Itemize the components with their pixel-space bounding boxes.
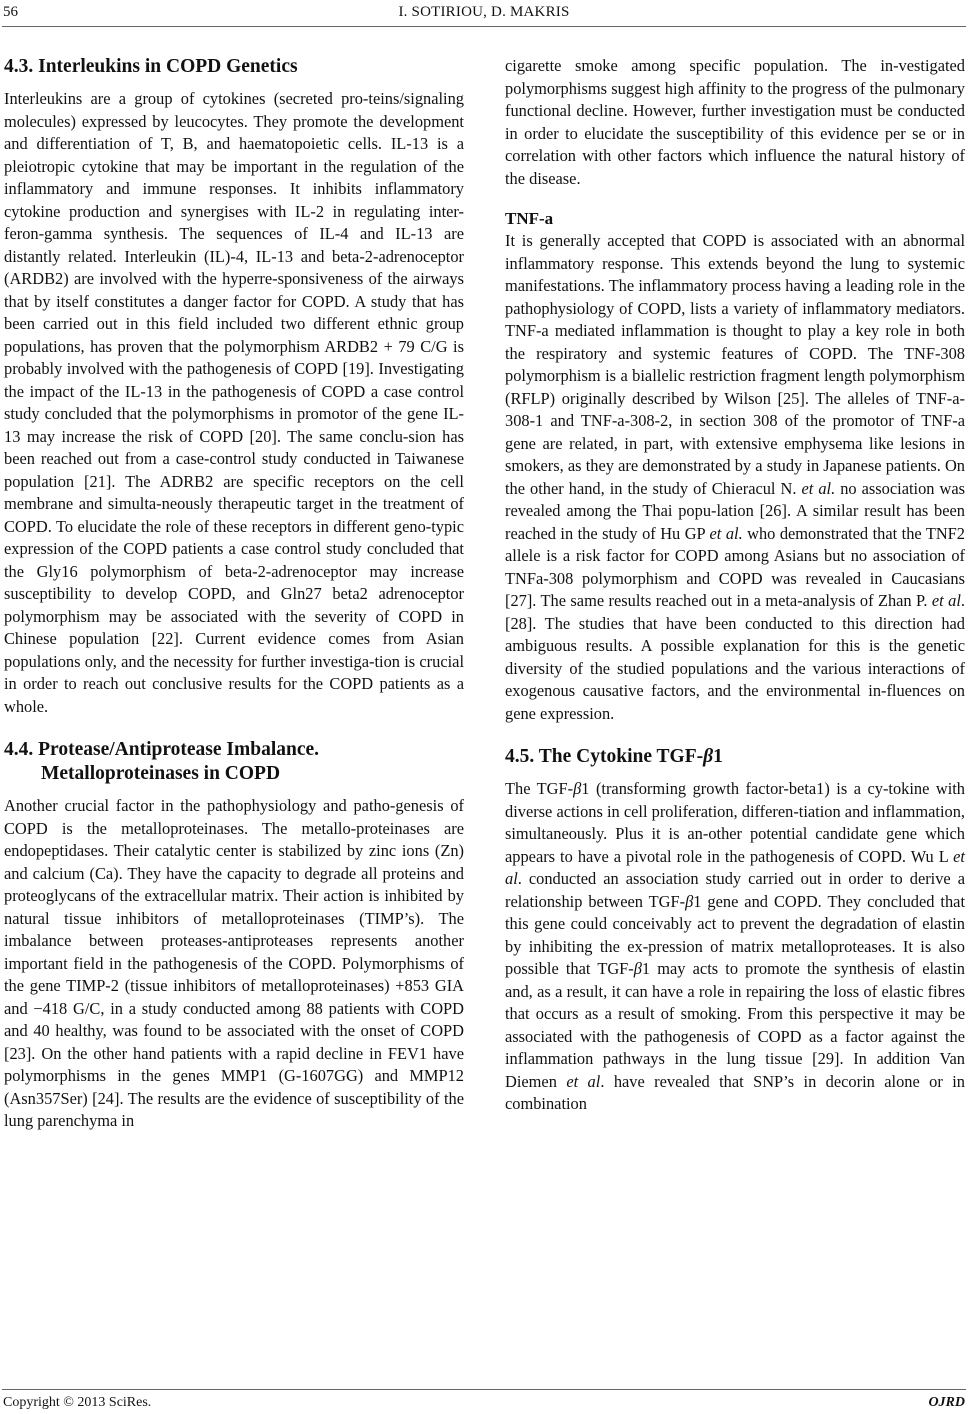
section-heading-protease [4,738,464,786]
paragraph-interleukins: Interleukins are a group of cytokines (secreted pro-teins/signaling molecules) expressed by leucocytes. They promote the development and differentiation of T, B, and haematopoietic cells. IL-13 is a pleiotropic cytokine that may be important in the regulation of the inflammatory and immune responses. It inhibits inflammatory cytokine production and synergises with IL-2 in regulating inter-feron-gamma synthesis. The sequences of IL-4 and IL-13 are distantly related. Interleukin (IL)-4, IL-13 and beta-2-adrenoceptor (ARDB2) are involved with the hyperre-sponsiveness of the airways that by itself constitutes a danger factor for COPD. A study that has been carried out in this field included two different ethnic group populations, has proven that the polymorphism ARDB2 + 79 C/G is probably involved with the pathogenesis of COPD [19]. Investigating the impact of the IL-13 in the pathogenesis of COPD a case control study concluded that the polymorphisms in promotor of the gene IL-13 may increase the risk of COPD [20]. The same conclu-sion has been reached out from a case-control study conducted in Taiwanese population [21]. The ADRB2 are specific receptors on the cell membrane and simulta-neously therapeutic target in the treatment of COPD. To elucidate the role of these receptors in different geno-typic expression of the COPD patients a case control study concluded that the Gly16 polymorphism of beta-2-adrenoceptor may increase susceptibility to develop COPD, and Gln27 beta2 adrenoceptor polymorphism may be associated with the severity of COPD in Chinese population [22]. Current evidence comes from Asian populations only, and the necessity for further investiga-tion is crucial in order to reach out conclusive results for the COPD patients as a whole. [4,89,464,716]
section-heading-tgf-beta1: 4.5. The Cytokine TGF-β1 [505,746,723,767]
subheading-tnf-a: TNF-a [505,209,554,228]
et-al-citation: et al. [709,523,743,543]
section-heading-protease-line2: Metalloproteinases in COPD [41,763,281,784]
header-rule [2,26,966,27]
section-heading-interleukins: 4.3. Interleukins in COPD Genetics [4,56,298,77]
copyright-notice: Copyright © 2013 SciRes. [3,1395,152,1410]
left-column [4,55,464,1133]
et-al-citation: et al [931,591,961,610]
et-al-citation: et al [566,1071,601,1091]
page-number: 56 [3,4,18,20]
et-al-citation: et al [505,846,965,888]
paragraph-tnf-a: It is generally accepted that COPD is associated with an abnormal inflammatory response. This extends beyond the lung to systemic manifestations. The inflammatory process having a leading role in the pathophysiology of COPD, lists a variety of inflammatory mediators. TNF-a mediated inflammation is thought to play a key role in both the respiratory and systemic features of COPD. The TNF-308 polymorphism is a biallelic restriction fragment length polymorphism (RFLP) originally described by Wilson [25]. The alleles of TNF-a-308-1 and TNF-a-308-2, in section 308 of the promotor of TNF-a gene are related, in part, with extensive emphysema like lesions in smokers, as they are demonstrated by a study in Japanese patients. On the other hand, in the study of Chieracul N. et al. no association was revealed among the Thai popu-lation [26]. A similar result has been reached in the study of Hu GP et al. who demonstrated that the TNF2 allele is a risk factor for COPD among Asians but no association of TNFa-308 polymorphism and COPD was revealed in Caucasians [27]. The same results reached out in a meta-analysis of Zhan P. et al. [28]. The studies that have been conducted to this direction had ambiguous results. A possible explanation for this is the genetic diversity of the studied populations and the various interactions of exogenous causative factors, and the environmental in-fluences on gene expression. [505,231,965,723]
page-footer [0,1394,968,1414]
footer-rule [2,1389,966,1390]
running-head [0,2,968,24]
section-heading-protease-line1: 4.4. Protease/Antiprotease Imbalance. [4,739,320,760]
et-al-citation: et al. [801,478,836,498]
journal-abbreviation: OJRD [928,1395,965,1410]
paragraph-tgf-beta1: The TGF-β1 (transforming growth factor-beta1) is a cy-tokine with diverse actions in cell proliferation, differen-tiation and inflammation, simultaneously. Plus it is an-other potential candidate gene which appears to have a pivotal role in the pathogenesis of COPD. Wu L et al. conducted an association study carried out in order to derive a relationship between TGF-β1 gene and COPD. They concluded that this gene could conceivably act to prevent the degradation of elastin by inhibiting the ex-pression of matrix metalloproteases. It is also possible that TGF-β1 may acts to promote the synthesis of elastin and, as a result, it can have a role in repairing the loss of elastic fibres that occurs as a result of smoking. From this perspective it may be associated with the pathogenesis of COPD as a factor against the inflammation pathways in the lung tissue [29]. In addition Van Diemen et al. have revealed that SNP’s in decorin alone or in combination [505,779,965,1113]
paragraph-metalloproteinases: Another crucial factor in the pathophysiology and patho-genesis of COPD is the metalloproteinases. The metallo-proteinases are endopeptidases. Their catalytic center is stabilized by zinc ions (Zn) and calcium (Ca). They have the capacity to degrade all proteins and proteoglycans of the extracellular matrix. Their action is inhibited by natural tissue inhibitors of metalloproteinases (TIMP’s). The imbalance between proteases-antiproteases represents another important field in the pathogenesis of the COPD. Polymorphisms of the gene TIMP-2 (tissue inhibitors of metalloproteinases) +853 GIA and −418 G/C, in a study conducted among 88 patients with COPD and 40 healthy, was found to be associated with the onset of COPD [23]. On the other hand patients with a rapid decline in FEV1 have polymorphisms in the genes MMP1 (G-1607GG) and MMP12 (Asn357Ser) [24]. The results are the evidence of susceptibility of the lung parenchyma in [4,796,464,1130]
right-column [505,55,965,1116]
running-head-authors: I. SOTIRIOU, D. MAKRIS [398,4,570,20]
paragraph-continuation: cigarette smoke among specific population. The in-vestigated polymorphisms suggest high affinity to the progress of the pulmonary functional decline. However, further investigation must be conducted in order to elucidate the susceptibility of this evidence per se or in correlation with other factors which influence the natural history of the disease. [505,56,965,188]
